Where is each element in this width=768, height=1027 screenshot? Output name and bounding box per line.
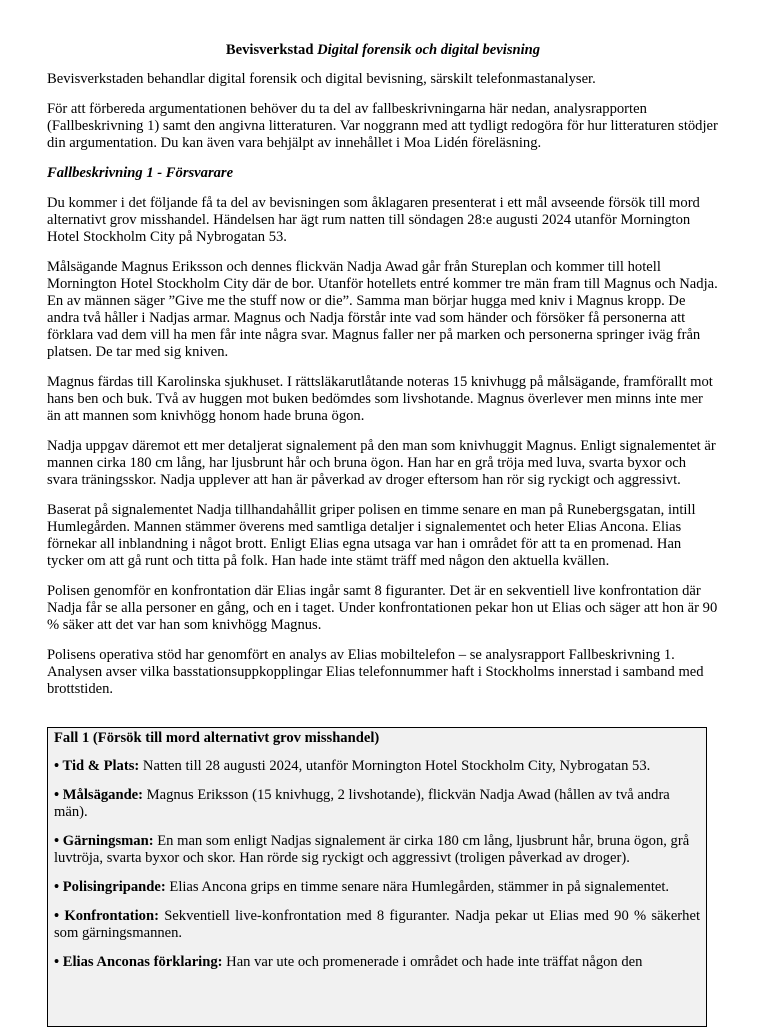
- intro-paragraph: Bevisverkstaden behandlar digital forensik och digital bevisning, särskilt telefonmastanalyser.: [47, 71, 596, 87]
- summary-label: • Tid & Plats:: [54, 758, 140, 774]
- summary-label: • Polisingripande:: [54, 879, 166, 895]
- document-page: [47, 42, 719, 711]
- title-prefix: Bevisverkstad: [225, 42, 314, 58]
- case-paragraph-6: Polisen genomför en konfrontation där Elias ingår samt 8 figuranter. Det är en sekventiell live konfrontation där Nadja får se alla personer en gång, och en i taget. Under konfrontationen pekar hon ut Elias och säger att hon är 90 % säker att det var han som knivhögg Magnus.: [47, 583, 718, 633]
- summary-text: En man som enligt Nadjas signalement är cirka 180 cm lång, ljusbrunt hår, bruna ögon, grå luvtröja, svarta byxor och skor. Han rörde sig ryckigt och aggressivt (troligen påverkad av droger).: [54, 833, 690, 866]
- summary-label: • Målsägande:: [54, 787, 144, 803]
- summary-text: Sekventiell live-konfrontation med 8 figuranter. Nadja pekar ut Elias med 90 % säkerhet som gärningsmannen.: [54, 908, 700, 941]
- summary-label: • Gärningsman:: [54, 833, 154, 849]
- summary-item-arrest: [54, 879, 700, 896]
- summary-item-time-place: [54, 758, 700, 775]
- document-title: [47, 42, 719, 59]
- summary-text: Natten till 28 augusti 2024, utanför Mornington Hotel Stockholm City, Nybrogatan 53.: [139, 758, 651, 774]
- summary-item-victim: [54, 787, 700, 821]
- summary-item-explanation: [54, 954, 700, 971]
- case-paragraph-3: Magnus färdas till Karolinska sjukhuset. I rättsläkarutlåtande noteras 15 knivhugg på målsägande, framförallt mot hans ben och buk. Två av huggen mot buken bedömdes som livshotande. Magnus överlever men minns inte mer än att mannen som knivhögg honom hade bruna ögon.: [47, 374, 713, 424]
- case-paragraph-2: Målsägande Magnus Eriksson och dennes flickvän Nadja Awad går från Stureplan och kommer till hotell Mornington Hotel Stockholm City där de bor. Utanför hotellets entré kommer tre män fram till Magnus och Nadja. En av männen säger ”Give me the stuff now or die”. Samma man börjar hugga med kniv i Magnus kropp. De andra två håller i Nadjas armar. Magnus och Nadja förstår inte vad som händer och försöker få personerna att förklara vad dem vill ha men får inte några svar. Magnus faller ner på marken och personerna springer iväg från platsen. De tar med sig kniven.: [47, 259, 718, 360]
- case-paragraph-1: Du kommer i det följande få ta del av bevisningen som åklagaren presenterat i ett mål avseende försök till mord alternativt grov misshandel. Händelsen har ägt rum natten till söndagen 28:e augusti 2024 utanför Mornington Hotel Stockholm City på Nybrogatan 53.: [47, 195, 700, 245]
- summary-text: Elias Ancona grips en timme senare nära Humlegården, stämmer in på signalementet.: [165, 879, 670, 895]
- case-heading: Fallbeskrivning 1 - Försvarare: [47, 165, 234, 181]
- instructions-paragraph: För att förbereda argumentationen behöver du ta del av fallbeskrivningarna här nedan, analysrapporten (Fallbeskrivning 1) samt den angivna litteraturen. Var noggrann med att tydligt redogöra för hur litteraturen stödjer din argumentation. Du kan även vara behjälpt av innehållet i Moa Lidén föreläsning.: [47, 101, 718, 151]
- case-summary-box: [47, 727, 707, 1027]
- summary-item-perpetrator: [54, 833, 700, 867]
- case-summary-title: Fall 1 (Försök till mord alternativt grov misshandel): [54, 730, 380, 746]
- summary-label: • Konfrontation:: [54, 908, 159, 924]
- summary-item-confrontation: [54, 908, 700, 942]
- summary-text: Han var ute och promenerade i området och hade inte träffat någon den: [222, 954, 643, 970]
- summary-text: Magnus Eriksson (15 knivhugg, 2 livshotande), flickvän Nadja Awad (hållen av två andra män).: [54, 787, 670, 820]
- case-paragraph-5: Baserat på signalementet Nadja tillhandahållit griper polisen en timme senare en man på Runebergsgatan, intill Humlegården. Mannen stämmer överens med samtliga detaljer i signalementet och heter Elias Ancona. Elias förnekar all inblandning i något brott. Enligt Elias egna utsaga var han i området för att ta en promenad. Han tycker om att gå runt och titta på folk. Han hade inte stämt träff med någon den aktuella kvällen.: [47, 502, 696, 569]
- case-paragraph-4: Nadja uppgav däremot ett mer detaljerat signalement på den man som knivhuggit Magnus. Enligt signalementet är mannen cirka 180 cm lång, har ljusbrunt hår och bruna ögon. Han har en grå tröja med luva, svarta byxor och svara träningsskor. Nadja upplever att han är påverkad av droger eftersom han rör sig ryckigt och aggressivt.: [47, 438, 716, 488]
- case-paragraph-7: Polisens operativa stöd har genomfört en analys av Elias mobiltelefon – se analysrapport Fallbeskrivning 1. Analysen avser vilka basstationsuppkopplingar Elias telefonnummer haft i Stockholms innerstad i samband med brottstiden.: [47, 647, 704, 697]
- summary-label: • Elias Anconas förklaring:: [54, 954, 223, 970]
- title-italic: Digital forensik och digital bevisning: [317, 42, 541, 58]
